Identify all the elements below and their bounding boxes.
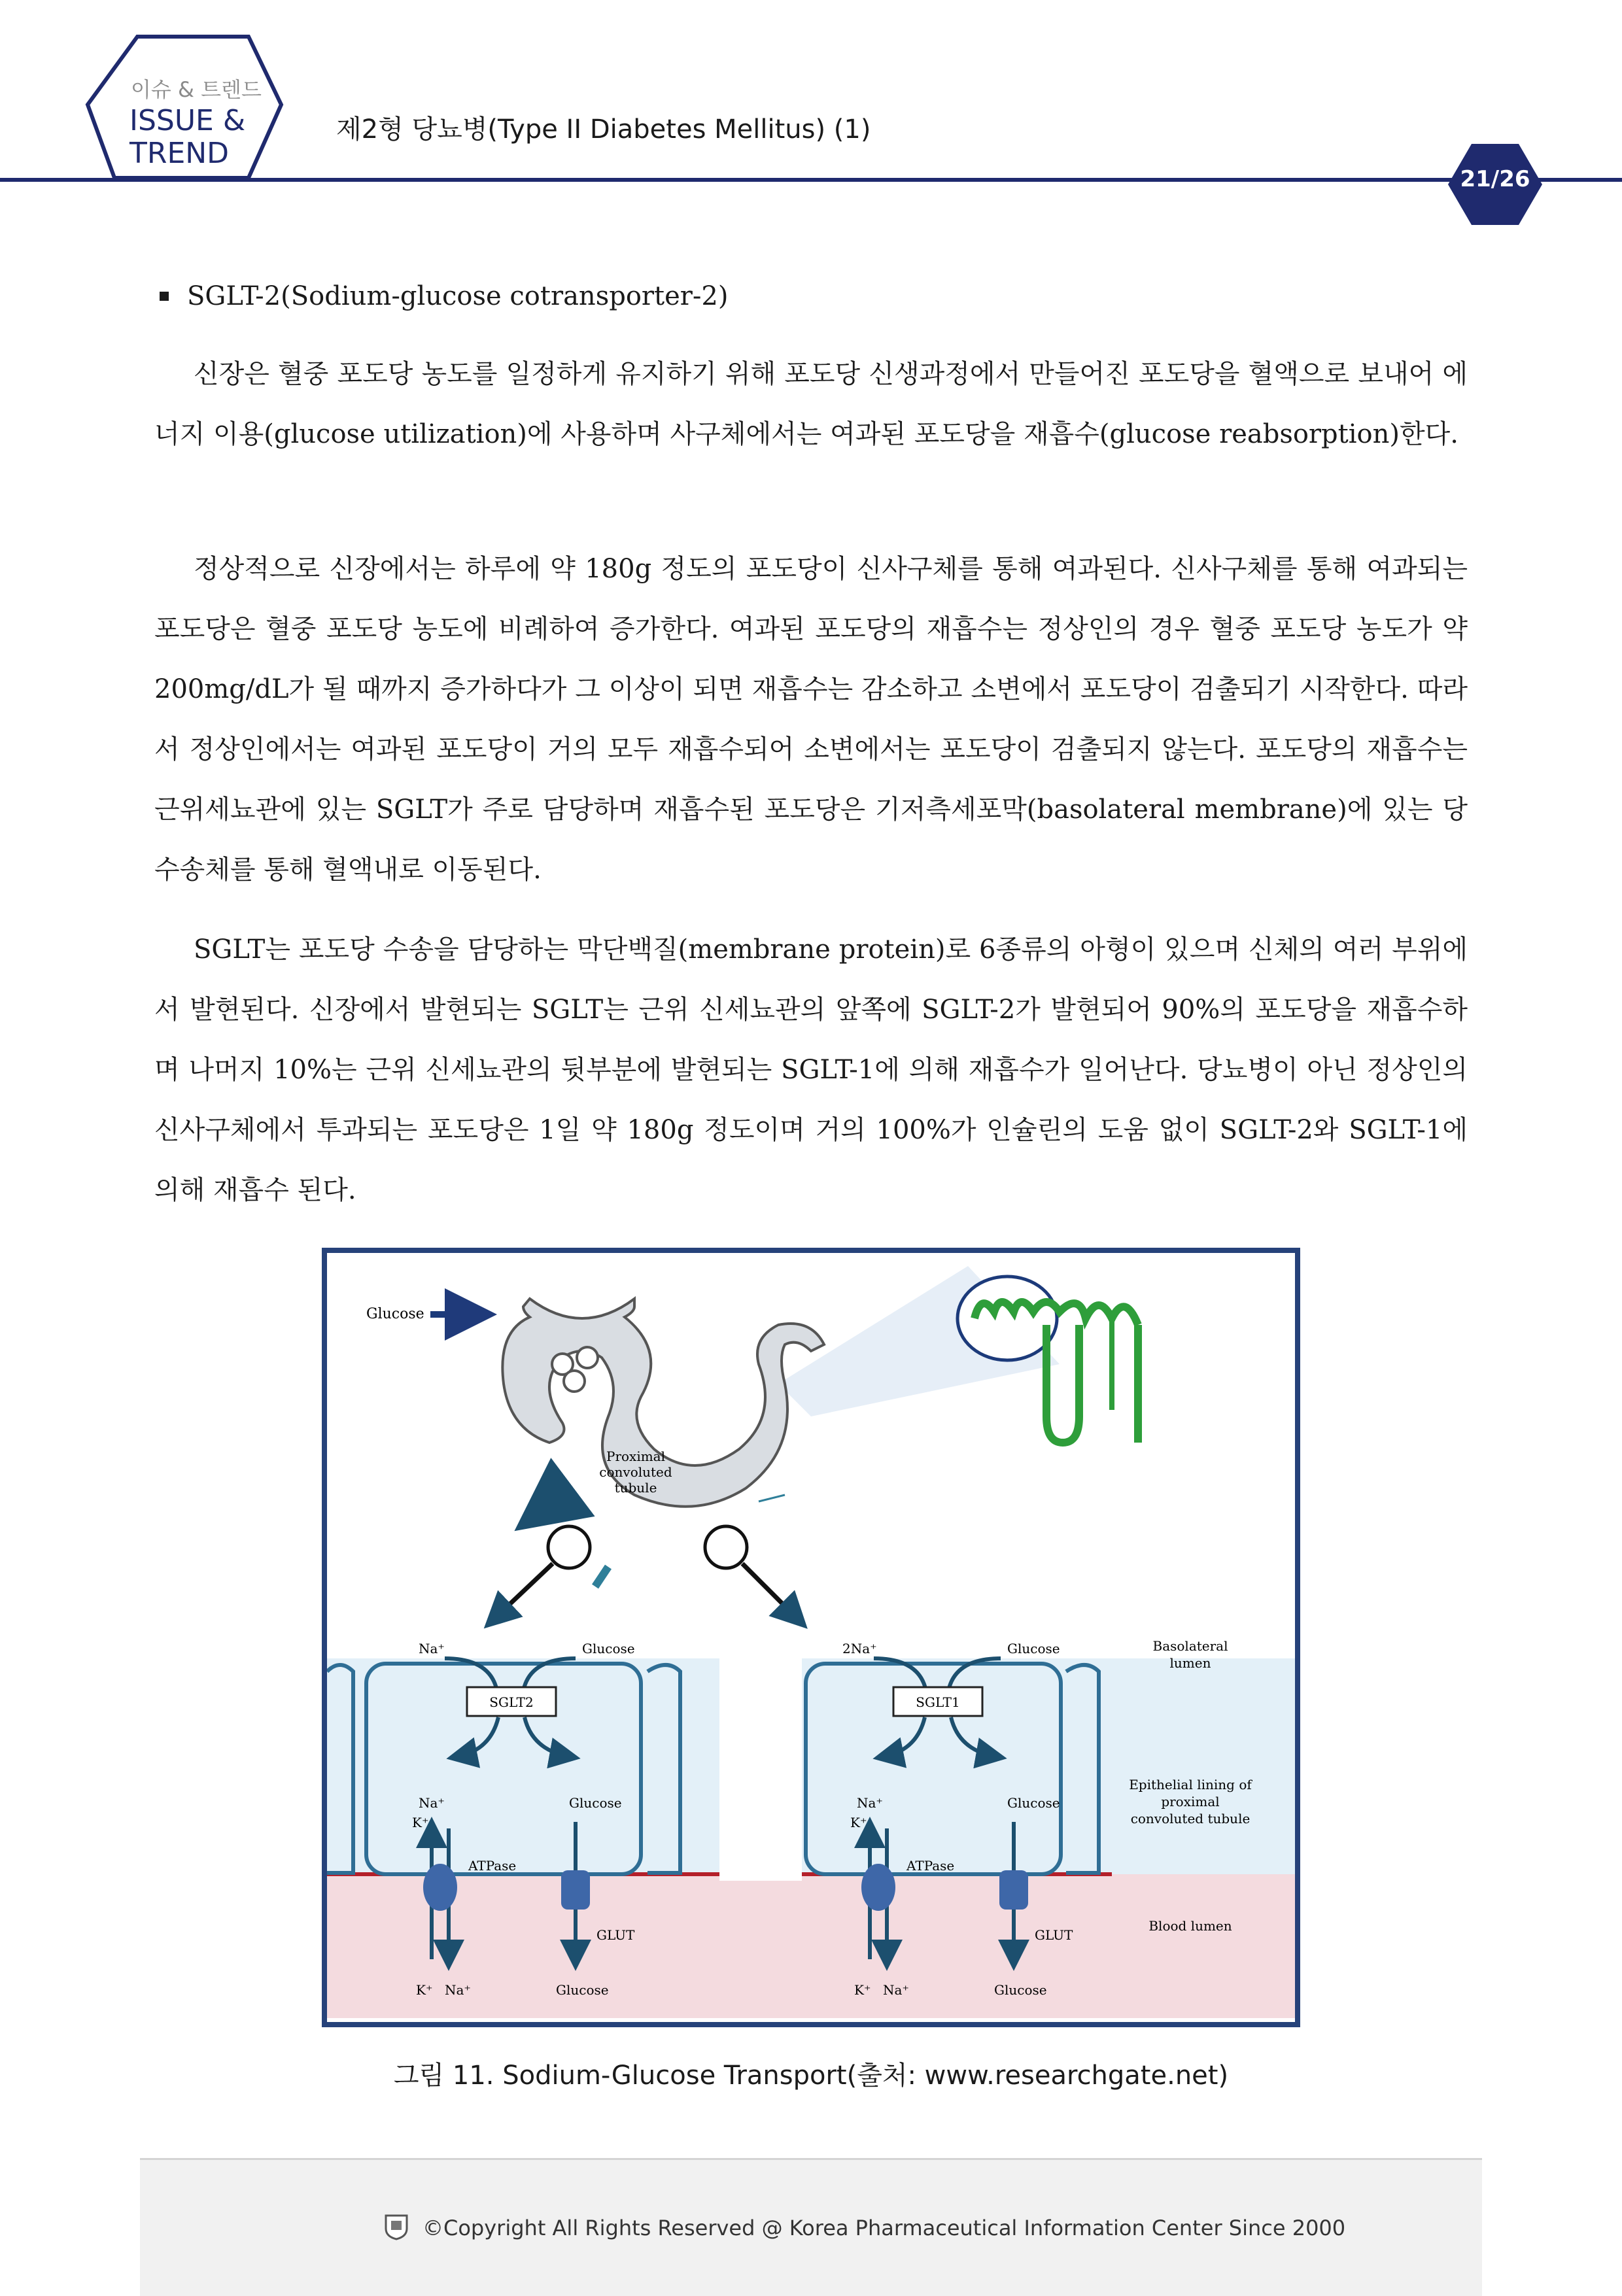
page-title: 제2형 당뇨병(Type II Diabetes Mellitus) (1) (336, 114, 871, 145)
sglt1-na-label: 2Na⁺ (842, 1641, 877, 1656)
paragraph-2: 정상적으로 신장에서는 하루에 약 180g 정도의 포도당이 신사구체를 통해 여과된다. 신사구체를 통해 여과되는 포도당은 혈중 포도당 농도에 비례하여 증가한다. 여과된 포도당의 재흡수는 정상인의 경우 혈중 포도당 농도가 약 200mg/dL가 될 때까지 증가하다가 그 이상이 되면 재흡수는 감소하고 소변에서 포도당이 검출되기 시작한다. 따라서 정상인에서는 여과된 포도당이 거의 모두 재흡수되어 소변에서는 포도당이 검출되지 않는다. 포도당의 재흡수는 근위세뇨관에 있는 SGLT가 주로 담당하며 재흡수된 포도당은 기저측세포막(basolateral membrane)에 있는 당수송체를 통해 혈액내로 이동된다. (154, 554, 1468, 885)
blood-layer (327, 1874, 1295, 2018)
blood-lumen-label: Blood lumen (1148, 1918, 1232, 1934)
sglt1-glut-channel (999, 1870, 1028, 1910)
zoom-arrow-right (742, 1564, 798, 1619)
sglt1-atpase-pump (861, 1864, 895, 1911)
cell-gap (719, 1645, 802, 1881)
tubule-label-3: tubule (614, 1480, 657, 1496)
glucose-input-label: Glucose (366, 1306, 424, 1322)
badge-issue-trend (129, 105, 245, 170)
section-heading-text: SGLT-2(Sodium-glucose cotransporter-2) (187, 281, 729, 311)
copyright-text: ©Copyright All Rights Reserved @ Korea Pharmaceutical Information Center Since 2000 (423, 2216, 1346, 2240)
zoom-arrow-left (494, 1564, 553, 1619)
teal-arrow-right (759, 1495, 785, 1501)
sglt1-glut-label: GLUT (1035, 1927, 1073, 1943)
badge-korean-label: 이슈 & 트렌드 (131, 77, 262, 102)
sglt1-bottom-k: K⁺ (854, 1982, 871, 1998)
badge-line-2: TREND (129, 137, 230, 170)
sglt2-cell-k-label: K⁺ (412, 1815, 429, 1830)
epithelial-label-1: Epithelial lining of (1129, 1777, 1252, 1792)
magnifier-right (705, 1526, 747, 1568)
inset-circle (958, 1277, 1057, 1360)
header-rule (0, 178, 1622, 182)
sglt2-transporter-label: SGLT2 (489, 1694, 534, 1710)
paragraph-1: 신장은 혈중 포도당 농도를 일정하게 유지하기 위해 포도당 신생과정에서 만들어진 포도당을 혈액으로 보내어 에너지 이용(glucose utilization)에 사용하며 사구체에서는 여과된 포도당을 재흡수(glucose reabsorption)한다. (154, 359, 1468, 449)
sglt1-bottom-glucose: Glucose (994, 1982, 1047, 1998)
sglt1-bottom-na: Na⁺ (883, 1982, 909, 1998)
epithelial-label-2: proximal (1161, 1794, 1220, 1809)
sglt1-cell-k-label: K⁺ (850, 1815, 867, 1830)
section-heading (160, 281, 728, 311)
page-number: 21/26 (1460, 166, 1530, 192)
sglt2-cell-na-label: Na⁺ (419, 1795, 445, 1811)
tubule-label-1: Proximal (606, 1448, 666, 1464)
sglt2-bottom-k: K⁺ (416, 1982, 433, 1998)
sodium-glucose-transport-figure (322, 1248, 1300, 2027)
sglt2-glucose-label: Glucose (582, 1641, 635, 1656)
teal-arrow-left (536, 1495, 562, 1515)
loop-of-henle-1 (1046, 1325, 1079, 1443)
sglt2-atpase-label: ATPase (468, 1858, 517, 1874)
sglt2-glut-channel (561, 1870, 590, 1910)
epithelial-label-3: convoluted tubule (1130, 1811, 1251, 1826)
basolateral-label-1: Basolateral (1152, 1638, 1228, 1654)
teal-arrow-bottom (595, 1567, 608, 1586)
sglt1-cell-glucose-label: Glucose (1007, 1795, 1060, 1811)
paragraph-3: SGLT는 포도당 수송을 담당하는 막단백질(membrane protein)로 6종류의 아형이 있으며 신체의 여러 부위에서 발현된다. 신장에서 발현되는 SGLT는 근위 신세뇨관의 앞쪽에 SGLT-2가 발현되어 90%의 포도당을 재흡수하며 나머지 10%는 근위 신세뇨관의 뒷부분에 발현되는 SGLT-1에 의해 재흡수가 일어난다. 당뇨병이 아닌 정상인의 신사구체에서 투과되는 포도당은 1일 약 180g 정도이며 거의 100%가 인슐린의 도움 없이 SGLT-2와 SGLT-1에 의해 재흡수 된다. (154, 934, 1468, 1205)
sglt1-cell-na-label: Na⁺ (857, 1795, 883, 1811)
sglt2-bottom-glucose: Glucose (556, 1982, 609, 1998)
magnifier-left (548, 1526, 590, 1568)
sglt1-glucose-label: Glucose (1007, 1641, 1060, 1656)
sglt2-glut-label: GLUT (596, 1927, 635, 1943)
bullet-icon (160, 292, 169, 301)
sglt1-transporter-label: SGLT1 (916, 1694, 960, 1710)
sglt1-atpase-label: ATPase (906, 1858, 955, 1874)
sglt2-bottom-na: Na⁺ (445, 1982, 471, 1998)
sglt2-na-label: Na⁺ (419, 1641, 445, 1656)
sglt2-cell-glucose-label: Glucose (569, 1795, 622, 1811)
basolateral-label-2: lumen (1169, 1655, 1211, 1671)
kpic-logo-icon (382, 2212, 411, 2240)
sglt2-atpase-pump (423, 1864, 457, 1911)
badge-line-1: ISSUE & (129, 104, 246, 137)
figure-caption: 그림 11. Sodium-Glucose Transport(출처: www.researchgate.net) (393, 2061, 1229, 2091)
tubule-label-2: convoluted (599, 1464, 672, 1480)
